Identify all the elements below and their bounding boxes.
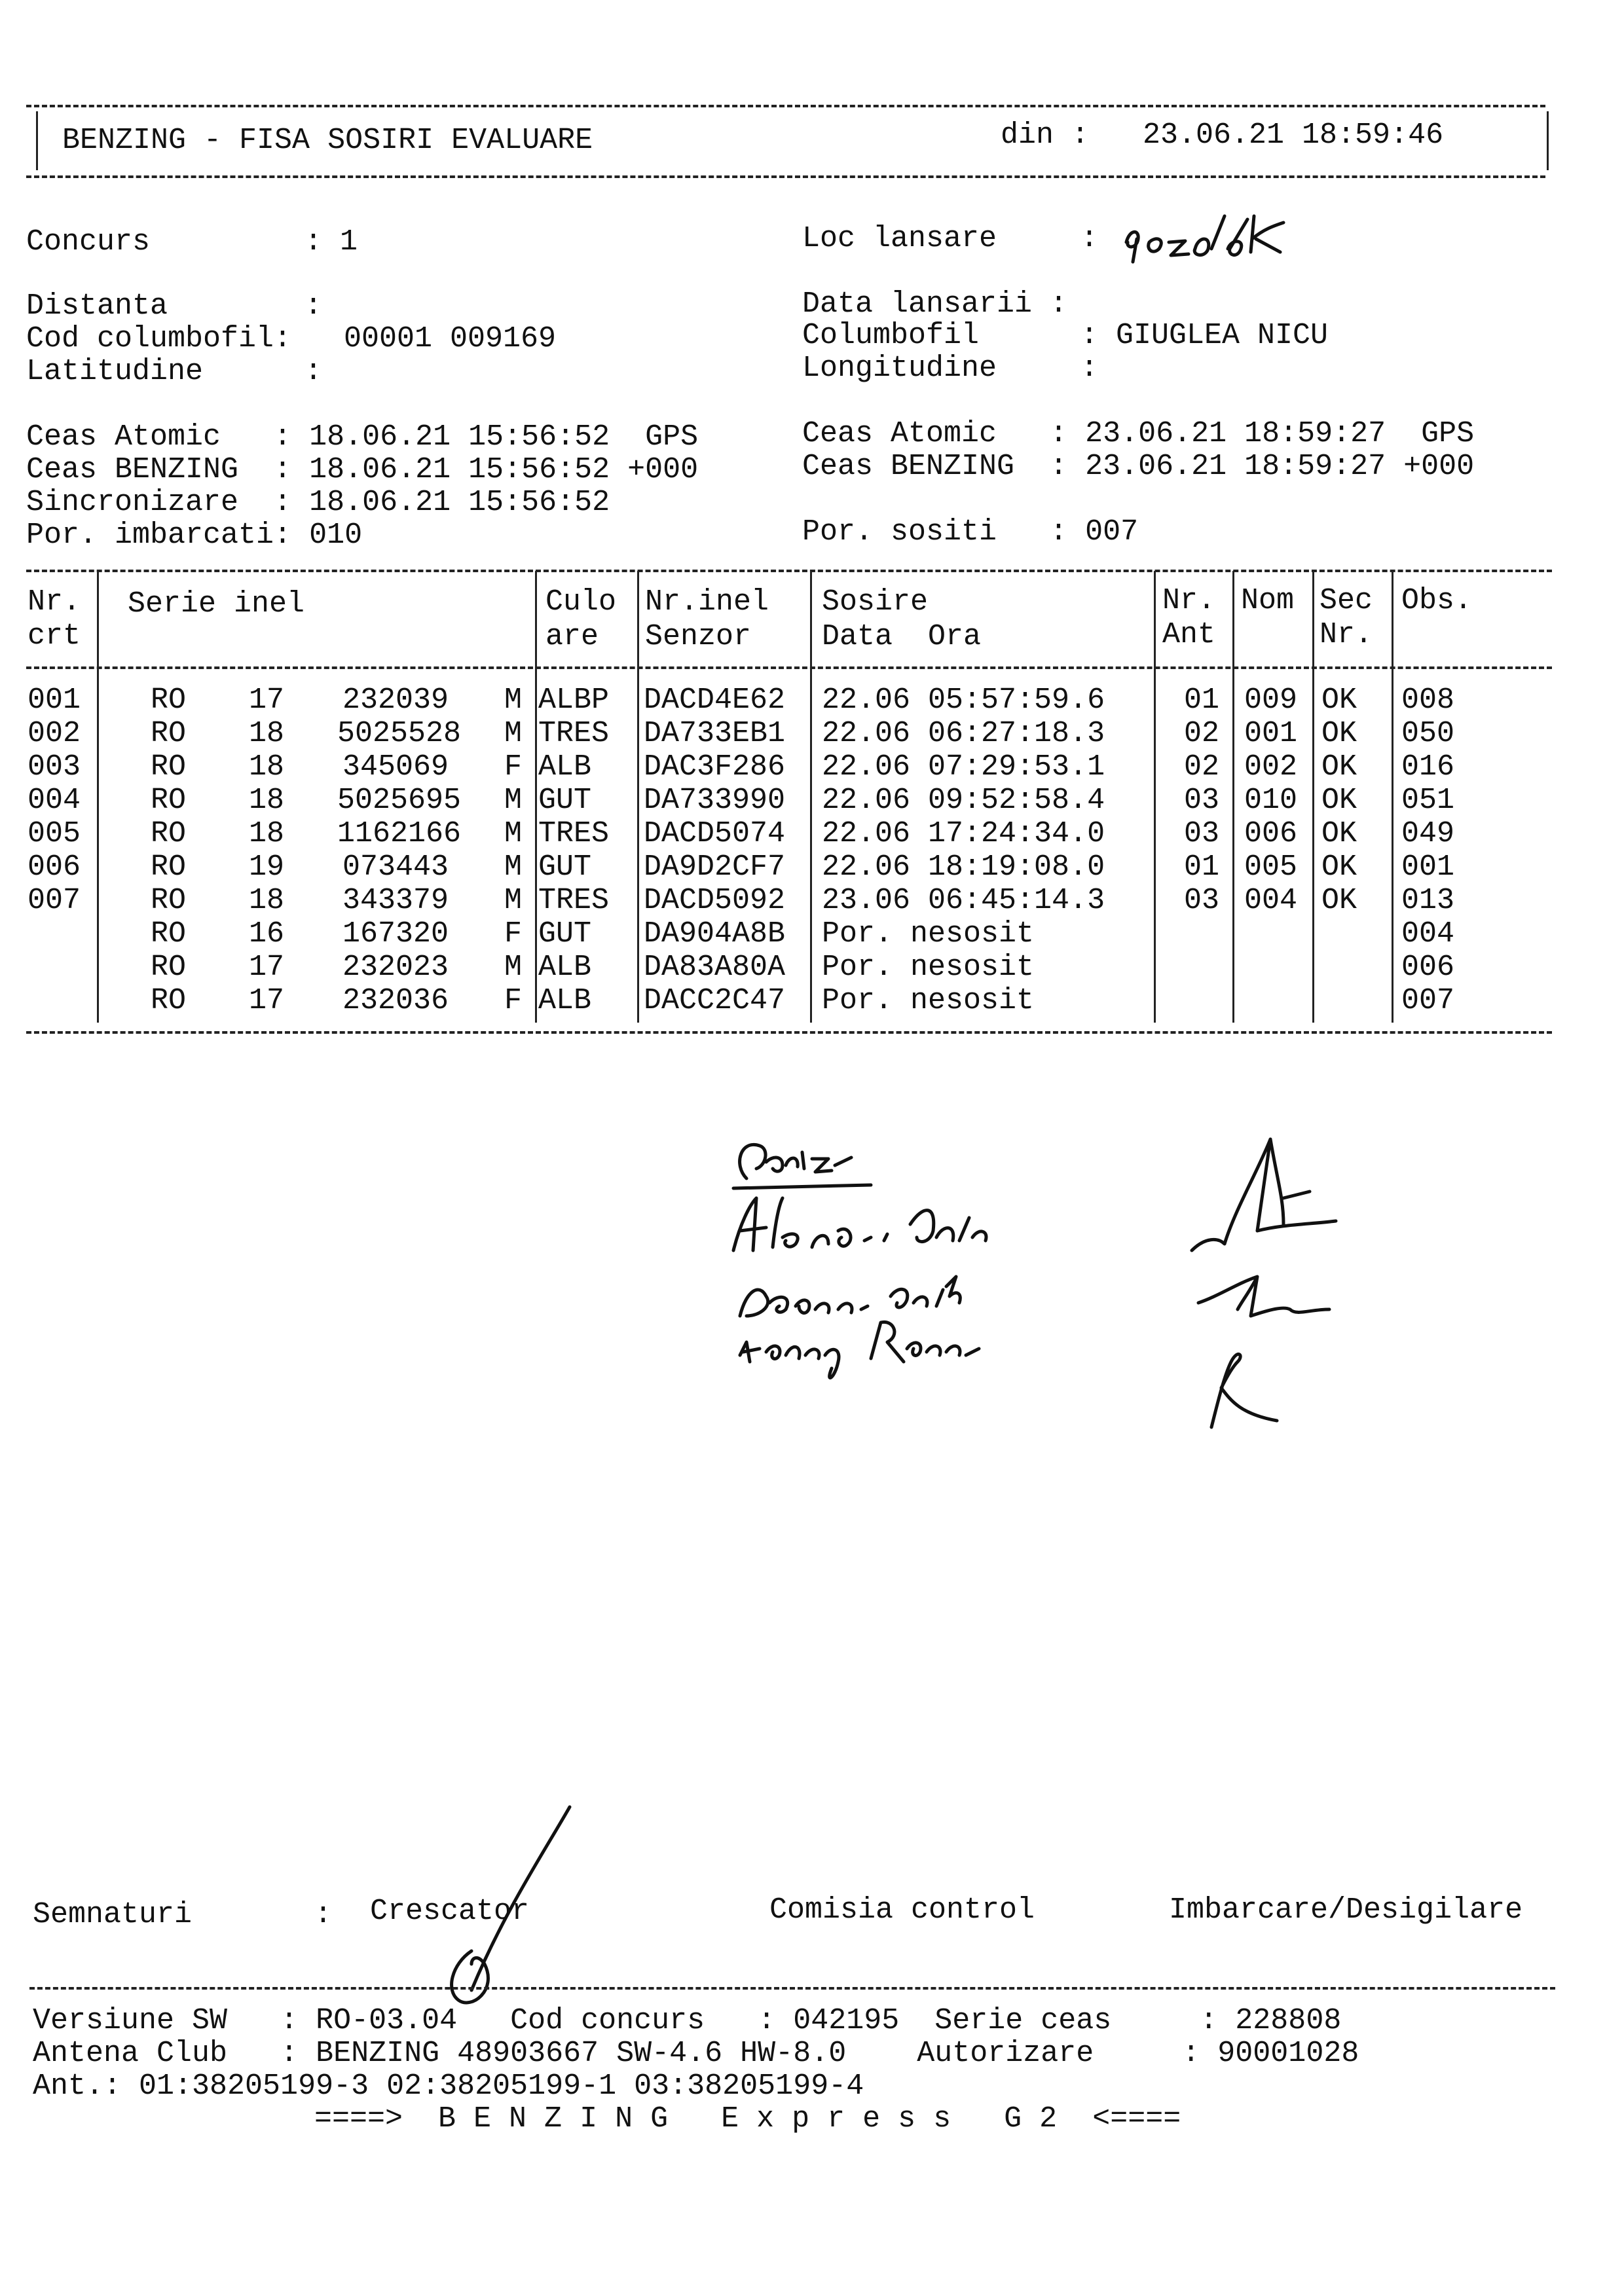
th-sec: Sec xyxy=(1320,584,1373,617)
columbofil-value: : GIUGLEA NICU xyxy=(1080,319,1329,352)
header-date-label: din : xyxy=(1001,118,1090,152)
concurs-value: : 1 xyxy=(304,225,358,259)
header-right-border xyxy=(1547,111,1549,170)
cell-inel: 232039 xyxy=(342,683,449,717)
cell-sec: OK xyxy=(1321,817,1357,850)
latitudine-value: : xyxy=(304,355,323,388)
cell-inel: 343379 xyxy=(342,884,449,917)
table-header-rule xyxy=(26,666,1552,669)
cell-sec: OK xyxy=(1321,683,1357,717)
cell-sosire: Por. nesosit xyxy=(822,951,1035,984)
header-title: BENZING - FISA SOSIRI EVALUARE xyxy=(62,124,593,157)
concurs-label: Concurs xyxy=(26,225,151,259)
cell-tara: RO xyxy=(151,951,187,984)
cell-culoare: ALBP xyxy=(538,683,610,717)
crescator-signature xyxy=(426,1800,589,2010)
cell-ant: 03 xyxy=(1184,884,1220,917)
cell-tara: RO xyxy=(151,850,187,884)
crescator-label: Crescator xyxy=(370,1895,530,1928)
cell-nom: 005 xyxy=(1244,850,1298,884)
cell-nom: 009 xyxy=(1244,683,1298,717)
cell-obs: 049 xyxy=(1401,817,1455,850)
footer-antene-seriale: Ant.: 01:38205199-3 02:38205199-1 03:38205199-4 xyxy=(33,2069,864,2103)
cell-an: 18 xyxy=(249,817,285,850)
cell-nom: 004 xyxy=(1244,884,1298,917)
cell-senzor: DA83A80A xyxy=(644,951,786,984)
header-left-border xyxy=(36,111,38,170)
cell-nom: 001 xyxy=(1244,717,1298,750)
cod-columbofil-value: 00001 009169 xyxy=(344,322,557,355)
cell-tara: RO xyxy=(151,717,187,750)
cell-sex: M xyxy=(504,951,523,984)
cell-sosire: Por. nesosit xyxy=(822,917,1035,951)
th-nom: Nom xyxy=(1241,584,1295,617)
sincronizare: Sincronizare : 18.06.21 15:56:52 xyxy=(26,486,610,519)
cell-senzor: DACD5092 xyxy=(644,884,786,917)
handwritten-signature-initials xyxy=(1179,1113,1408,1440)
cell-culoare: ALB xyxy=(538,951,592,984)
cell-crt: 007 xyxy=(28,884,81,917)
porumbei-imbarcati: Por. imbarcati: 010 xyxy=(26,519,363,552)
table-top-rule xyxy=(26,570,1552,572)
cell-an: 18 xyxy=(249,784,285,817)
cell-obs: 007 xyxy=(1401,984,1455,1017)
cell-sec: OK xyxy=(1321,884,1357,917)
col-sep xyxy=(1392,571,1393,1023)
cell-ant: 01 xyxy=(1184,850,1220,884)
col-sep xyxy=(810,571,812,1023)
th-nr-ant: Nr. xyxy=(1162,584,1216,617)
cell-crt: 004 xyxy=(28,784,81,817)
cell-inel: 1162166 xyxy=(337,817,462,850)
cell-sex: M xyxy=(504,817,523,850)
cell-culoare: GUT xyxy=(538,784,592,817)
cell-sec: OK xyxy=(1321,717,1357,750)
cell-an: 17 xyxy=(249,951,285,984)
cell-ant: 02 xyxy=(1184,717,1220,750)
cell-nom: 002 xyxy=(1244,750,1298,784)
th-crt: crt xyxy=(28,619,81,653)
cell-sex: M xyxy=(504,850,523,884)
cell-crt: 002 xyxy=(28,717,81,750)
comisia-control-label: Comisia control xyxy=(769,1893,1035,1927)
cell-nom: 010 xyxy=(1244,784,1298,817)
cell-tara: RO xyxy=(151,750,187,784)
cell-sex: M xyxy=(504,717,523,750)
cell-ant: 03 xyxy=(1184,784,1220,817)
cell-senzor: DAC3F286 xyxy=(644,750,786,784)
th-serie-inel: Serie inel xyxy=(128,587,305,621)
cell-an: 17 xyxy=(249,683,285,717)
footer-rule xyxy=(29,1987,1555,1990)
th-data-ora: Data Ora xyxy=(822,620,982,653)
cod-columbofil-label: Cod columbofil: xyxy=(26,322,292,355)
cell-culoare: ALB xyxy=(538,750,592,784)
cell-senzor: DACD4E62 xyxy=(644,683,786,717)
cell-sosire: 22.06 07:29:53.1 xyxy=(822,750,1105,784)
cell-sosire: 22.06 09:52:58.4 xyxy=(822,784,1105,817)
loc-lansare-label: Loc lansare xyxy=(802,222,997,255)
handwritten-loc-lansare xyxy=(1113,203,1362,275)
cell-senzor: DACC2C47 xyxy=(644,984,786,1017)
cell-inel: 5025528 xyxy=(337,717,462,750)
cell-sex: M xyxy=(504,683,523,717)
cell-sosire: 23.06 06:45:14.3 xyxy=(822,884,1105,917)
cell-senzor: DA733990 xyxy=(644,784,786,817)
cell-an: 17 xyxy=(249,984,285,1017)
col-sep xyxy=(535,571,537,1023)
cell-sosire: 22.06 06:27:18.3 xyxy=(822,717,1105,750)
semnaturi-colon: : xyxy=(314,1898,333,1931)
ceas-benzing-end: Ceas BENZING : 23.06.21 18:59:27 +000 xyxy=(802,450,1475,483)
cell-culoare: GUT xyxy=(538,850,592,884)
footer-benzing-express: ====> B E N Z I N G E x p r e s s G 2 <==== xyxy=(314,2102,1181,2136)
cell-tara: RO xyxy=(151,917,187,951)
cell-obs: 016 xyxy=(1401,750,1455,784)
cell-inel: 232036 xyxy=(342,984,449,1017)
header-date-value: 23.06.21 18:59:46 xyxy=(1143,118,1444,152)
longitudine-label: Longitudine xyxy=(802,352,997,385)
cell-senzor: DACD5074 xyxy=(644,817,786,850)
latitudine-label: Latitudine xyxy=(26,355,204,388)
cell-culoare: TRES xyxy=(538,817,610,850)
cell-an: 19 xyxy=(249,850,285,884)
cell-tara: RO xyxy=(151,984,187,1017)
cell-inel: 073443 xyxy=(342,850,449,884)
cell-sex: F xyxy=(504,984,523,1017)
th-ant: Ant xyxy=(1162,618,1216,651)
distanta-value: : xyxy=(304,289,323,323)
cell-obs: 013 xyxy=(1401,884,1455,917)
cell-sec: OK xyxy=(1321,784,1357,817)
cell-an: 18 xyxy=(249,884,285,917)
distanta-label: Distanta xyxy=(26,289,168,323)
cell-culoare: TRES xyxy=(538,884,610,917)
cell-obs: 008 xyxy=(1401,683,1455,717)
cell-tara: RO xyxy=(151,683,187,717)
th-sosire: Sosire xyxy=(822,585,929,619)
header-top-rule xyxy=(26,105,1545,107)
ceas-atomic-end: Ceas Atomic : 23.06.21 18:59:27 GPS xyxy=(802,417,1475,450)
cell-culoare: GUT xyxy=(538,917,592,951)
th-senzor: Senzor xyxy=(645,620,752,653)
th-culoare-2: are xyxy=(545,620,599,653)
cell-obs: 004 xyxy=(1401,917,1455,951)
ceas-atomic-start: Ceas Atomic : 18.06.21 15:56:52 GPS xyxy=(26,420,699,454)
col-sep xyxy=(637,571,639,1023)
columbofil-label: Columbofil xyxy=(802,319,980,352)
col-sep xyxy=(1232,571,1234,1023)
table-bottom-rule xyxy=(26,1031,1552,1034)
col-sep xyxy=(1312,571,1314,1023)
cell-an: 18 xyxy=(249,750,285,784)
col-sep xyxy=(1154,571,1156,1023)
cell-sosire: 22.06 18:19:08.0 xyxy=(822,850,1105,884)
footer-antena: Antena Club : BENZING 48903667 SW-4.6 HW-8.0 Autorizare : 90001028 xyxy=(33,2037,1359,2070)
semnaturi-label: Semnaturi xyxy=(33,1898,193,1931)
cell-ant: 02 xyxy=(1184,750,1220,784)
cell-ant: 01 xyxy=(1184,683,1220,717)
cell-sec: OK xyxy=(1321,850,1357,884)
cell-sex: F xyxy=(504,750,523,784)
ceas-benzing-start: Ceas BENZING : 18.06.21 15:56:52 +000 xyxy=(26,453,699,486)
th-culoare: Culo xyxy=(545,585,617,619)
th-sec-nr: Nr. xyxy=(1320,618,1373,651)
cell-tara: RO xyxy=(151,884,187,917)
header-bottom-rule xyxy=(26,175,1545,178)
cell-inel: 167320 xyxy=(342,917,449,951)
cell-obs: 006 xyxy=(1401,951,1455,984)
cell-inel: 345069 xyxy=(342,750,449,784)
cell-senzor: DA904A8B xyxy=(644,917,786,951)
cell-culoare: ALB xyxy=(538,984,592,1017)
cell-sosire: Por. nesosit xyxy=(822,984,1035,1017)
th-nr: Nr. xyxy=(28,585,81,619)
cell-sosire: 22.06 05:57:59.6 xyxy=(822,683,1105,717)
th-nr-inel: Nr.inel xyxy=(645,585,769,619)
cell-tara: RO xyxy=(151,817,187,850)
cell-crt: 003 xyxy=(28,750,81,784)
cell-crt: 005 xyxy=(28,817,81,850)
col-sep xyxy=(97,571,99,1023)
cell-obs: 001 xyxy=(1401,850,1455,884)
cell-senzor: DA733EB1 xyxy=(644,717,786,750)
longitudine-value: : xyxy=(1080,352,1099,385)
cell-obs: 050 xyxy=(1401,717,1455,750)
data-lansarii-label: Data lansarii : xyxy=(802,287,1068,321)
cell-sosire: 22.06 17:24:34.0 xyxy=(822,817,1105,850)
handwritten-signature-names xyxy=(720,1126,1179,1453)
cell-ant: 03 xyxy=(1184,817,1220,850)
imbarcare-desigilare-label: Imbarcare/Desigilare xyxy=(1169,1893,1523,1927)
cell-sex: F xyxy=(504,917,523,951)
cell-nom: 006 xyxy=(1244,817,1298,850)
cell-sex: M xyxy=(504,884,523,917)
cell-an: 18 xyxy=(249,717,285,750)
cell-tara: RO xyxy=(151,784,187,817)
cell-an: 16 xyxy=(249,917,285,951)
cell-inel: 232023 xyxy=(342,951,449,984)
cell-obs: 051 xyxy=(1401,784,1455,817)
porumbei-sositi: Por. sositi : 007 xyxy=(802,515,1139,549)
cell-culoare: TRES xyxy=(538,717,610,750)
th-obs: Obs. xyxy=(1401,584,1473,617)
loc-lansare-colon: : xyxy=(1080,222,1099,255)
cell-crt: 006 xyxy=(28,850,81,884)
cell-crt: 001 xyxy=(28,683,81,717)
cell-inel: 5025695 xyxy=(337,784,462,817)
cell-sex: M xyxy=(504,784,523,817)
cell-sec: OK xyxy=(1321,750,1357,784)
cell-senzor: DA9D2CF7 xyxy=(644,850,786,884)
footer-versiune: Versiune SW : RO-03.04 Cod concurs : 042195 Serie ceas : 228808 xyxy=(33,2004,1342,2037)
